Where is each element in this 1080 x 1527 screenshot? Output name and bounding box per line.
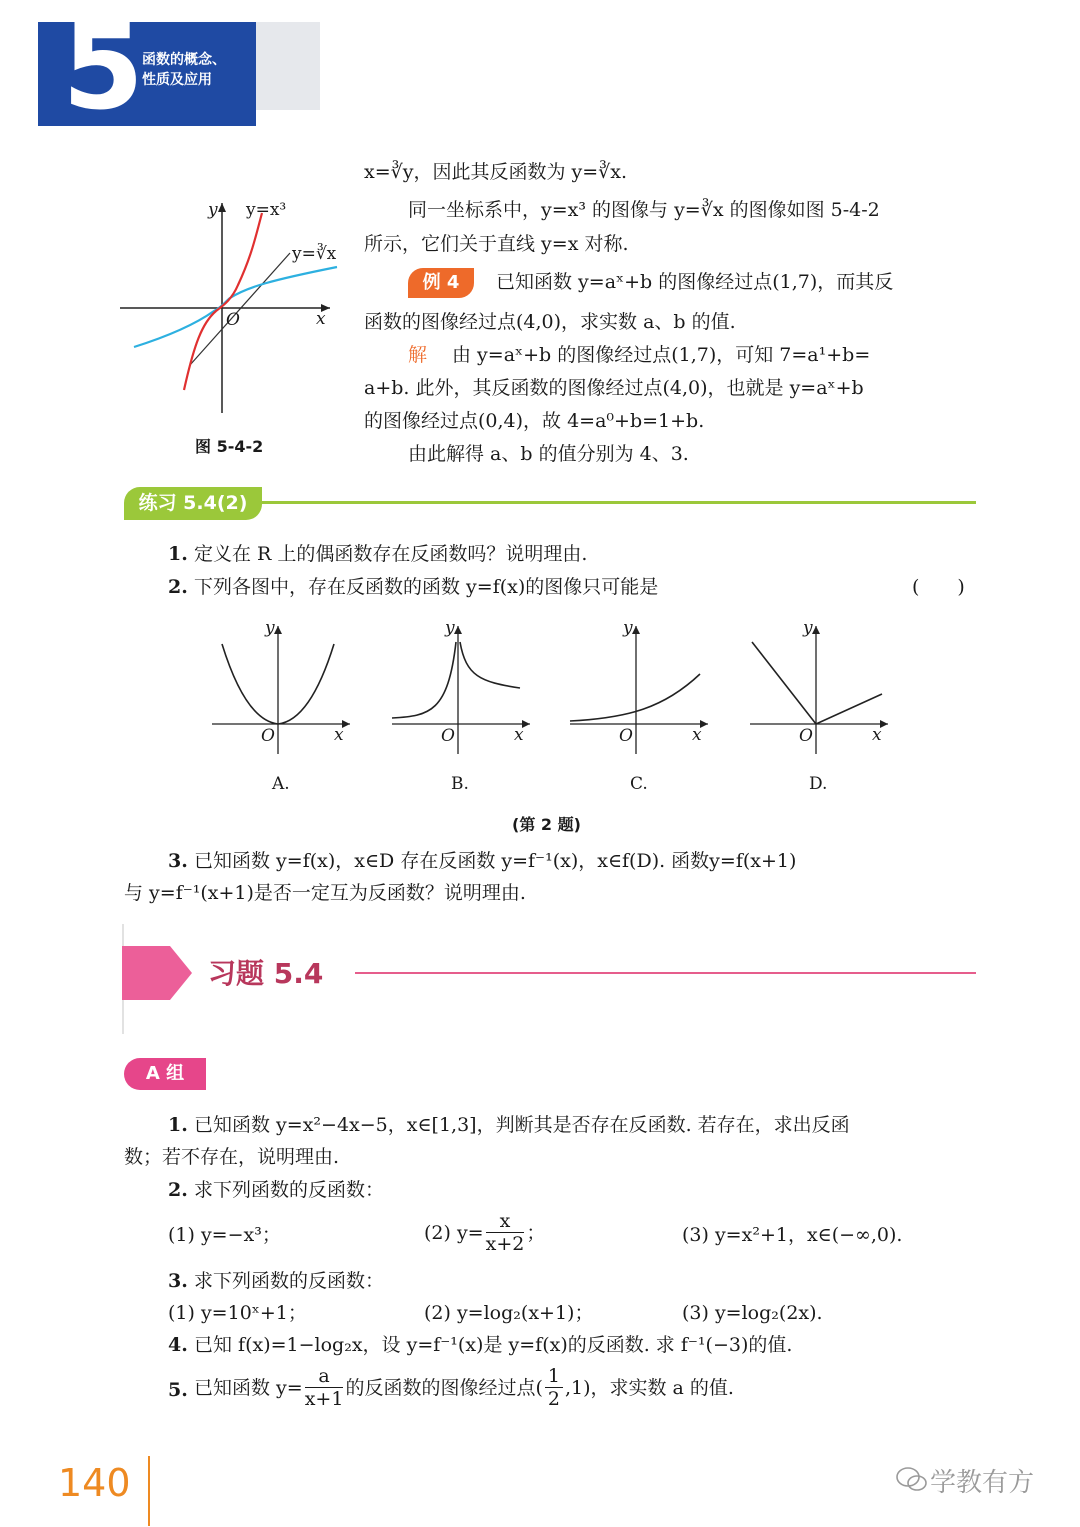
exercise-tab-arrow bbox=[122, 946, 192, 1000]
exercise-5-middle: 的反函数的图像经过点( bbox=[345, 1376, 543, 1399]
exercise-3-part1: (1) y=10ˣ+1； bbox=[168, 1302, 307, 1324]
exercise-3-part3: (3) y=log₂(2x). bbox=[682, 1302, 823, 1324]
exercise-5-number: 5. bbox=[168, 1379, 188, 1401]
exercise-5 bbox=[194, 1365, 734, 1410]
practice-q2: 下列各图中，存在反函数的函数 y=f(x)的图像只可能是 bbox=[194, 576, 659, 598]
example-4-badge: 例 4 bbox=[408, 268, 474, 298]
practice-q3-line2: 与 y=f⁻¹(x+1)是否一定互为反函数？说明理由. bbox=[124, 882, 526, 904]
graph-c-label: C. bbox=[630, 774, 648, 794]
graph-d-x: x bbox=[872, 725, 882, 745]
text-line-9: 由此解得 a、b 的值分别为 4、3. bbox=[408, 443, 689, 465]
exercise-2: 求下列函数的反函数： bbox=[194, 1179, 385, 1201]
chapter-title-line2: 性质及应用 bbox=[142, 72, 212, 88]
figure-y-label: y bbox=[208, 200, 218, 220]
exercise-2-part2 bbox=[424, 1210, 545, 1255]
graph-c-x: x bbox=[692, 725, 702, 745]
exercise-3-part2: (2) y=log₂(x+1)； bbox=[424, 1302, 594, 1324]
exercise-title-rule bbox=[355, 972, 976, 974]
text-line-7: a+b. 此外，其反函数的图像经过点(4,0)，也就是 y=aˣ+b bbox=[364, 377, 864, 399]
figure-y-arrow bbox=[218, 203, 226, 212]
graph-d-o: O bbox=[799, 726, 813, 746]
answer-paren: ( ) bbox=[912, 576, 965, 598]
text-line-8: 的图像经过点(0,4)，故 4=a⁰+b=1+b. bbox=[364, 410, 705, 432]
label-cube: y=x³ bbox=[246, 200, 287, 220]
exercise-5-denominator: x+1 bbox=[304, 1388, 344, 1410]
exercise-2-part1: (1) y=−x³； bbox=[168, 1224, 281, 1246]
graphs-caption: (第 2 题) bbox=[512, 815, 581, 834]
text-line-4: 已知函数 y=aˣ+b 的图像经过点(1,7)，而其反 bbox=[496, 271, 894, 293]
exercise-2-part2-numerator: x bbox=[486, 1210, 525, 1233]
exercise-2-part2-prefix: (2) y= bbox=[424, 1221, 484, 1244]
figure-caption: 图 5-4-2 bbox=[195, 437, 264, 456]
page-number: 140 bbox=[58, 1461, 131, 1505]
exercise-title: 习题 5.4 bbox=[208, 957, 324, 990]
graph-b-label: B. bbox=[451, 774, 469, 794]
exercise-4: 已知 f(x)=1−log₂x，设 y=f⁻¹(x)是 y=f(x)的反函数. 求 f⁻¹(−3)的值. bbox=[194, 1334, 793, 1356]
graph-c-y: y bbox=[623, 618, 633, 638]
exercise-3: 求下列函数的反函数： bbox=[194, 1270, 385, 1292]
wechat-icon bbox=[896, 1466, 928, 1494]
graph-d-label: D. bbox=[809, 774, 828, 794]
graph-b-y: y bbox=[445, 618, 455, 638]
cube-curve bbox=[184, 213, 262, 390]
graph-c-o: O bbox=[619, 726, 633, 746]
exercise-4-number: 4. bbox=[168, 1334, 188, 1356]
graph-b-x: x bbox=[514, 725, 524, 745]
exercise-1-number: 1. bbox=[168, 1114, 188, 1136]
graph-a-o: O bbox=[261, 726, 275, 746]
text-line-3: 所示，它们关于直线 y=x 对称. bbox=[364, 233, 629, 255]
chapter-number: 5 bbox=[62, 0, 145, 136]
graph-a-y: y bbox=[265, 618, 275, 638]
practice-q1: 定义在 R 上的偶函数存在反函数吗？说明理由. bbox=[194, 543, 588, 565]
figure-origin-label: O bbox=[226, 310, 240, 330]
text-line-1: x=∛y，因此其反函数为 y=∛x. bbox=[364, 161, 628, 183]
graph-b bbox=[390, 622, 532, 757]
practice-q2-number: 2. bbox=[168, 576, 188, 598]
text-line-6: 由 y=aˣ+b 的图像经过点(1,7)，可知 7=a¹+b= bbox=[452, 344, 871, 366]
graph-d-y: y bbox=[803, 618, 813, 638]
chapter-title-line1: 函数的概念、 bbox=[142, 52, 226, 68]
exercise-2-part3: (3) y=x²+1，x∈(−∞,0). bbox=[682, 1224, 903, 1246]
graph-a-label: A. bbox=[272, 774, 290, 794]
exercise-3-number: 3. bbox=[168, 1270, 188, 1292]
line-y-equals-x bbox=[190, 253, 290, 365]
text-line-2: 同一坐标系中，y=x³ 的图像与 y=∛x 的图像如图 5-4-2 bbox=[408, 199, 880, 221]
text-line-5: 函数的图像经过点(4,0)，求实数 a、b 的值. bbox=[364, 311, 736, 333]
graph-b-o: O bbox=[441, 726, 455, 746]
graph-c bbox=[568, 622, 710, 757]
solution-label: 解 bbox=[408, 344, 428, 366]
graph-c-curve bbox=[570, 674, 700, 721]
graph-a-x: x bbox=[334, 725, 344, 745]
exercise-1-line1: 已知函数 y=x²−4x−5，x∈[1,3]，判断其是否存在反函数. 若存在，求出反函 bbox=[194, 1114, 850, 1136]
graph-b-right-curve bbox=[460, 642, 520, 688]
cube-root-curve bbox=[134, 267, 337, 347]
exercise-2-number: 2. bbox=[168, 1179, 188, 1201]
practice-q3-line1: 已知函数 y=f(x)，x∈D 存在反函数 y=f⁻¹(x)，x∈f(D). 函数y=f(x+1) bbox=[194, 850, 797, 872]
exercise-5-point-numerator: 1 bbox=[545, 1365, 563, 1388]
exercise-5-prefix: 已知函数 y= bbox=[194, 1376, 303, 1399]
figure-x-label: x bbox=[316, 309, 326, 329]
watermark: 学教有方 bbox=[930, 1468, 1035, 1498]
practice-q3-number: 3. bbox=[168, 850, 188, 872]
group-a-badge: A 组 bbox=[124, 1058, 206, 1090]
exercise-5-point-denominator: 2 bbox=[547, 1388, 560, 1410]
figure-5-4-2 bbox=[112, 195, 342, 420]
exercise-1-line2: 数；若不存在，说明理由. bbox=[124, 1146, 340, 1168]
graph-b-left-curve bbox=[392, 642, 456, 718]
chapter-title bbox=[142, 50, 252, 90]
page-number-rule bbox=[148, 1456, 150, 1526]
exercise-5-point-fraction bbox=[545, 1365, 563, 1410]
exercise-5-suffix: ,1)，求实数 a 的值. bbox=[564, 1376, 734, 1399]
practice-q1-number: 1. bbox=[168, 543, 188, 565]
practice-badge: 练习 5.4(2) bbox=[124, 487, 262, 520]
graph-d-curve bbox=[752, 642, 882, 724]
graph-a bbox=[210, 622, 352, 757]
exercise-5-numerator: a bbox=[305, 1365, 344, 1388]
exercise-2-part2-suffix: ； bbox=[526, 1221, 546, 1244]
graph-d bbox=[748, 622, 890, 757]
exercise-2-part2-fraction bbox=[486, 1210, 525, 1255]
label-cube-root: y=∛x bbox=[292, 244, 337, 264]
exercise-5-fraction bbox=[305, 1365, 344, 1410]
practice-rule bbox=[262, 501, 976, 504]
exercise-2-part2-denominator: x+2 bbox=[485, 1233, 525, 1255]
